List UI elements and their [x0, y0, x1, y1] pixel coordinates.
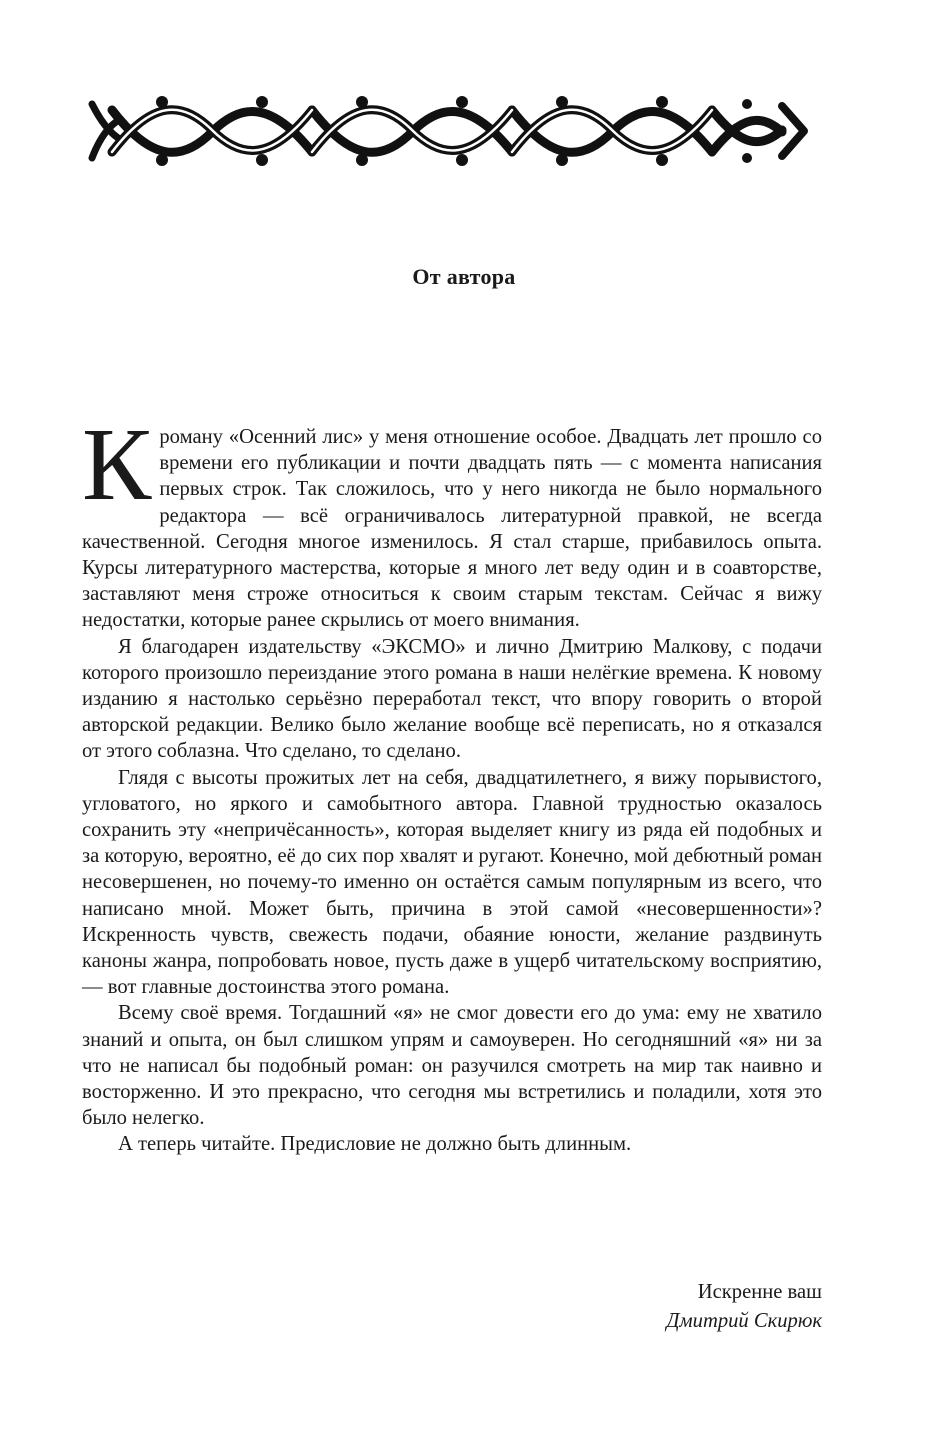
drop-cap-letter: К: [82, 407, 152, 522]
author-name: Дмитрий Скирюк: [666, 1310, 822, 1332]
celtic-knot-border-icon: [82, 92, 812, 170]
signature-block: [666, 1278, 822, 1336]
paragraph: Глядя с высоты прожитых лет на себя, двадцатилетнего, я вижу порывистого, угловатого, но яркого и самобытного автора. Главной трудностью оказалось сохранить эту «непричёсанность», которая выделяет книгу из ряда ей подобных и за которую, вероятно, её до сих пор хвалят и ругают. Конечно, мой дебютный роман несовершенен, но почему-то именно он остаётся самым популярным из всего, что написано мной. Может быть, причина в этой самой «несовершенности»? Искренность чувств, свежесть подачи, обаяние юности, желание раздвинуть каноны жанра, попробовать новое, пусть даже в ущерб читательскому восприятию, — вот главные достоинства этого романа.: [82, 766, 822, 999]
paragraph: Всему своё время. Тогдашний «я» не смог довести его до ума: ему не хватило знаний и опыта, он был слишком упрям и самоуверен. Но сегодняшний «я» ни за что не написал бы подобный роман: он разучился смотреть на мир так наивно и восторженно. И это прекрасно, что сегодня мы встретились и поладили, хотя это было нелегко.: [82, 1002, 822, 1130]
paragraph: А теперь читайте. Предисловие не должно быть длинным.: [118, 1133, 632, 1156]
paragraph: [82, 407, 822, 634]
page-title: От автора: [412, 264, 516, 289]
body-text: [82, 407, 822, 1158]
closing-line: Искренне ваш: [697, 1281, 822, 1303]
paragraph-text: роману «Осенний лис» у меня отношение особое. Двадцать лет прошло со времени его публикации и почти двадцать пять — с момента написания первых строк. Так сложилось, что у него никогда не было нормального редактора — всё ограничивалось литературной правкой, не всегда качественной. Сегодня многое изменилось. Я стал старше, прибавилось опыта. Курсы литературного мастерства, которые я много лет веду один и в соавторстве, заставляют меня строже относиться к своим старым текстам. Сейчас я вижу недостатки, которые ранее скрылись от моего внимания.: [82, 426, 822, 632]
paragraph: Я благодарен издательству «ЭКСМО» и лично Дмитрию Малкову, с подачи которого произошло переиздание этого романа в наши нелёгкие времена. К новому изданию я настолько серьёзно переработал текст, что впору говорить о второй авторской редакции. Велико было желание вообще всё переписать, но я отказался от этого соблазна. Что сделано, то сделано.: [82, 635, 822, 763]
